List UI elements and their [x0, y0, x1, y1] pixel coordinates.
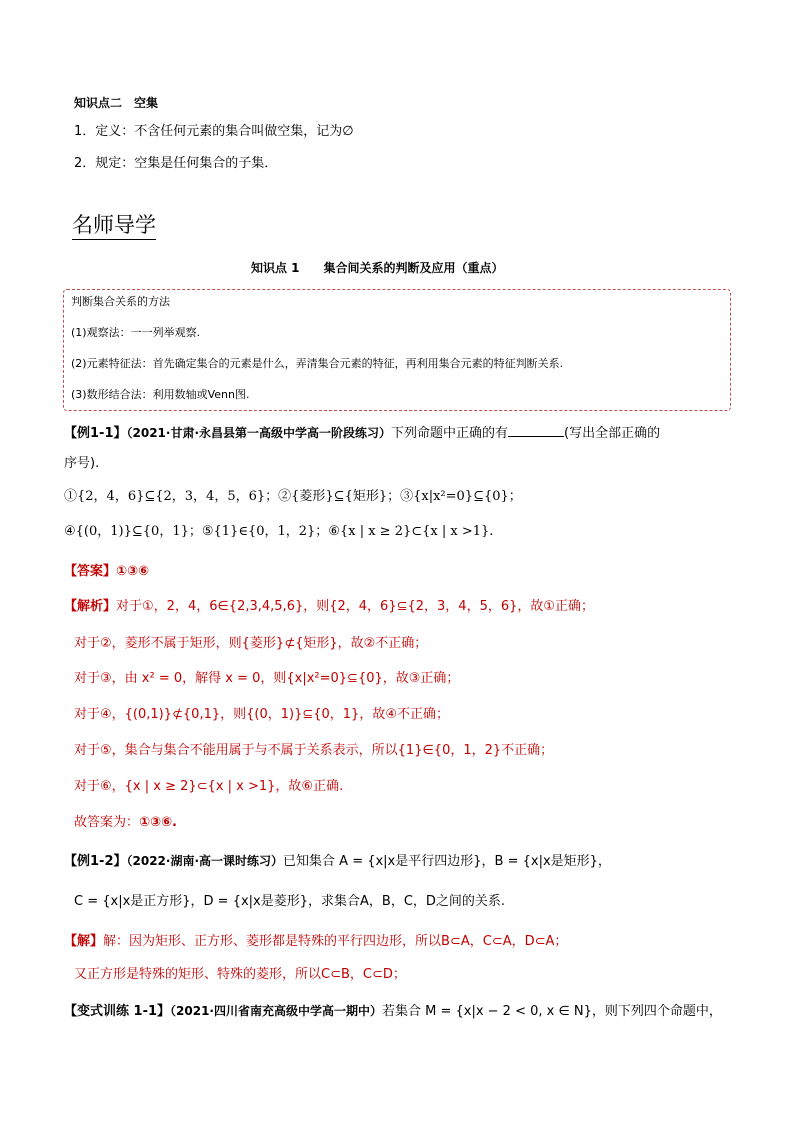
section-title: 名师导学 [72, 212, 156, 240]
ex12-source: （2022·湖南·高一课时练习） [126, 854, 284, 868]
conclusion-prefix: 故答案为： [74, 815, 140, 830]
ex12-question-text: 已知集合 A = {x|x是平行四边形}，B = {x|x是矩形}， [283, 854, 611, 869]
ex12-label: 【例1-2】 [64, 854, 127, 869]
ex11-label: 【例1-1】 [64, 426, 127, 441]
answer-label: 【答案】 [64, 564, 117, 579]
method-1: (1)观察法：一一列举观察. [71, 326, 201, 339]
ex12-question-2: C = {x|x是正方形}，D = {x|x是菱形}，求集合A，B，C，D之间的关系. [74, 894, 506, 909]
analysis-label: 【解析】 [64, 599, 117, 614]
ex11-source: （2021·甘肃·永昌县第一高级中学高一阶段练习） [126, 426, 392, 440]
method-3: (3)数形结合法：利用数轴或Venn图. [71, 388, 250, 401]
ex11-options-1: ①{2，4，6}⊆{2，3，4，5，6}；②{菱形}⊆{矩形}；③{x|x²=0}⊆{0}； [64, 489, 522, 504]
ex11-question-text: 下列命题中正确的有 [391, 426, 509, 441]
kp2-item-1: 1．定义：不含任何元素的集合叫做空集，记为∅ [74, 124, 354, 139]
kp2-heading: 知识点二 空集 [74, 96, 159, 110]
ex11-question-tail: (写出全部正确的 [564, 426, 661, 441]
ex11-analysis-1 [64, 598, 594, 616]
var11-source: （2021·四川省南充高级中学高一期中） [170, 1004, 382, 1018]
conclusion-value: ①③⑥. [139, 815, 177, 830]
method-box-title: 判断集合关系的方法 [71, 295, 170, 308]
var11-label: 【变式训练 1-1】 [64, 1004, 171, 1019]
kp1-heading: 知识点 1 集合间关系的判断及应用（重点） [251, 261, 504, 275]
ex11-conclusion [74, 814, 177, 832]
ex11-question [64, 424, 660, 443]
analysis-line-5: 对于⑤，集合与集合不能用属于与不属于关系表示，所以{1}∈{0，1，2}不正确； [74, 743, 554, 758]
var11-question-text: 若集合 M = {x|x − 2 < 0, x ∈ N}，则下列四个命题中， [381, 1004, 722, 1019]
analysis-line-2: 对于②，菱形不属于矩形，则{菱形}⊄{矩形}，故②不正确； [74, 636, 428, 651]
solution-label: 【解】 [64, 934, 104, 949]
solution-line-2: 又正方形是特殊的矩形、特殊的菱形，所以C⊂B，C⊂D； [74, 967, 406, 982]
var11-question [64, 1003, 722, 1021]
answer-blank [508, 424, 564, 437]
answer-value: ①③⑥ [116, 564, 150, 579]
ex12-question-1 [64, 853, 611, 871]
ex11-question-cont: 序号). [64, 456, 100, 471]
analysis-line-1: 对于①，2，4，6∈{2,3,4,5,6}，则{2，4，6}⊆{2，3，4，5，6}，故①正确； [116, 599, 595, 614]
ex12-solution-1 [64, 933, 567, 951]
analysis-line-6: 对于⑥，{x | x ≥ 2}⊂{x | x >1}，故⑥正确. [74, 779, 344, 794]
kp2-item-2: 2．规定：空集是任何集合的子集． [74, 156, 278, 171]
ex11-options-2: ④{(0，1)}⊆{0，1}；⑤{1}∈{0，1，2}；⑥{x | x ≥ 2}⊂{x | x >1}. [64, 524, 494, 539]
analysis-line-4: 对于④，{(0,1)}⊄{0,1}，则{(0，1)}⊆{0，1}，故④不正确； [74, 707, 449, 722]
method-2: (2)元素特征法：首先确定集合的元素是什么，弄清集合元素的特征，再利用集合元素的特征判断关系. [71, 357, 564, 370]
analysis-line-3: 对于③，由 x² = 0，解得 x = 0，则{x|x²=0}⊆{0}，故③正确； [74, 671, 460, 686]
solution-line-1: 解：因为矩形、正方形、菱形都是特殊的平行四边形，所以B⊂A，C⊂A，D⊂A； [103, 934, 568, 949]
ex11-answer [64, 563, 149, 581]
